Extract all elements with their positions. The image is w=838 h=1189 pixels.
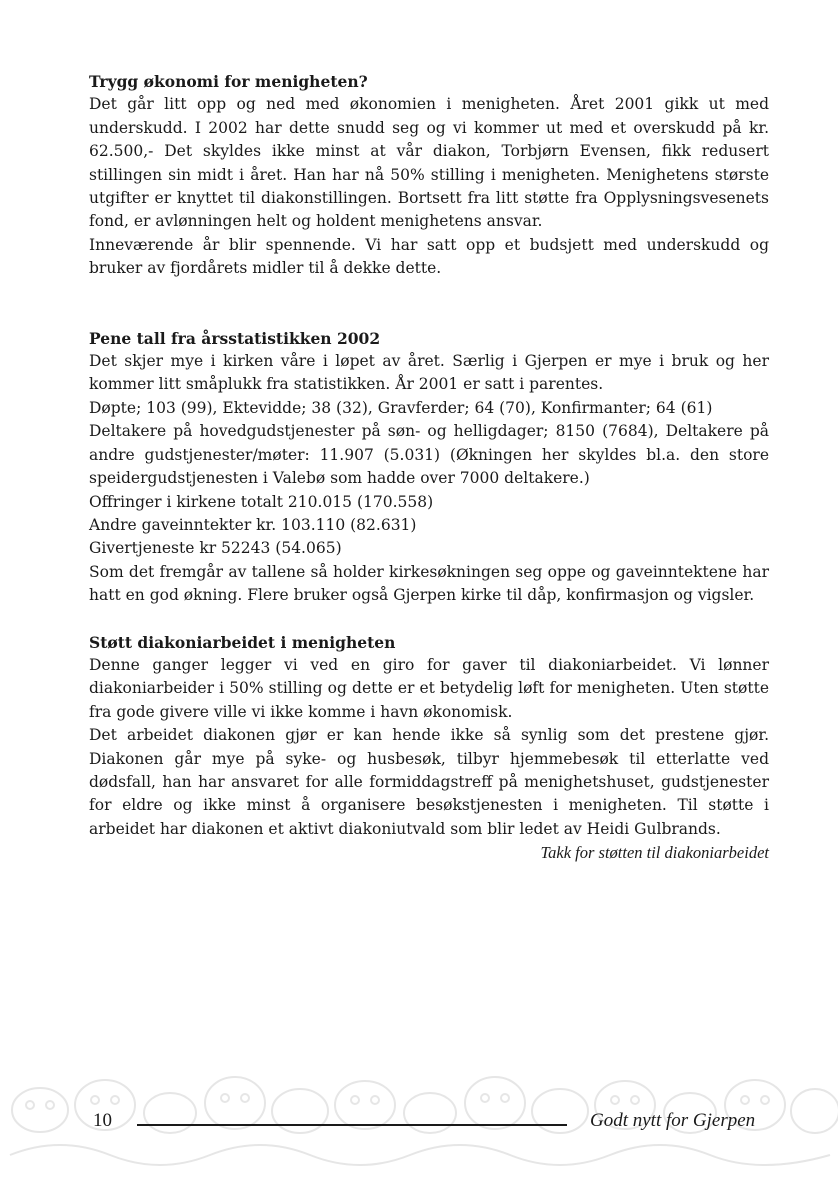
section-economy: [89, 70, 769, 281]
section-heading: Trygg økonomi for menigheten?: [89, 72, 368, 91]
section-statistics: [89, 327, 769, 608]
paragraph: Det arbeidet diakonen gjør er kan hende ikke så synlig som det prestene gjør. Diakonen går mye på syke- og husbesøk, tilbyr hjemmebesøk til etterlatte ved dødsfall, han har ansvaret for alle formiddagstreff på menighetshuset, gudstjenester for eldre og ikke minst å organisere besøkstjenesten i menigheten. Til støtte i arbeidet har diakonen et aktivt diakoniutvald som blir ledet av Heidi Gulbrands.: [89, 726, 769, 838]
paragraph: Denne ganger legger vi ved en giro for gaver til diakoniarbeidet. Vi lønner diakoniarbeider i 50% stilling og dette er et betydelig løft for menigheten. Uten støtte fra gode givere ville vi ikke komme i havn økonomisk.: [89, 655, 769, 721]
section-heading: Støtt diakoniarbeidet i menigheten: [89, 632, 396, 652]
paragraph: Inneværende år blir spennende. Vi har satt opp et budsjett med underskudd og bruker av fjordårets midler til å dekke dette.: [89, 235, 769, 278]
paragraph: Det skjer mye i kirken våre i løpet av året. Særlig i Gjerpen er mye i bruk og her kommer litt småplukk fra statistikken. År 2001 er satt i parentes.: [89, 352, 769, 394]
section-diakoni: [89, 631, 769, 865]
footer-divider: [137, 1124, 567, 1126]
article-body: [89, 70, 769, 865]
section-heading: Pene tall fra årsstatistikken 2002: [89, 328, 381, 348]
page-number: 10: [93, 1110, 112, 1131]
paragraph: Det går litt opp og ned med økonomien i menigheten. Året 2001 gikk ut med underskudd. I 2002 har dette snudd seg og vi kommer ut med et overskudd på kr. 62.500,- Det skyldes ikke minst at vår diakon, Torbjørn Evensen, fikk redusert stillingen sin midt i året. Han har nå 50% stilling i menigheten. Menighetens største utgifter er knyttet til diakonstillingen. Bortsett fra litt støtte fra Opplysningsvesenets fond, er avlønningen helt og holdent menighetens ansvar.: [89, 95, 769, 231]
paragraph: Andre gaveinntekter kr. 103.110 (82.631): [89, 515, 417, 534]
paragraph: Deltakere på hovedgudstjenester på søn- og helligdager; 8150 (7684), Deltakere på andre gudstjenester/møter: 11.907 (5.031) (Økningen her skyldes bl.a. den store speidergudstjenesten i Valebø som hadde over 7000 deltakere.): [89, 422, 769, 488]
paragraph: Givertjeneste kr 52243 (54.065): [89, 539, 342, 558]
signoff: Takk for støtten til diakoniarbeidet: [540, 843, 769, 863]
publication-title: Godt nytt for Gjerpen: [590, 1110, 756, 1131]
paragraph: Offringer i kirkene totalt 210.015 (170.558): [89, 492, 434, 511]
paragraph: Som det fremgår av tallene så holder kirkesøkningen seg oppe og gaveinntektene har hatt en god økning. Flere bruker også Gjerpen kirke til dåp, konfirmasjon og vigsler.: [89, 562, 769, 605]
paragraph: Døpte; 103 (99), Ektevidde; 38 (32), Gravferder; 64 (70), Konfirmanter; 64 (61): [89, 398, 713, 417]
